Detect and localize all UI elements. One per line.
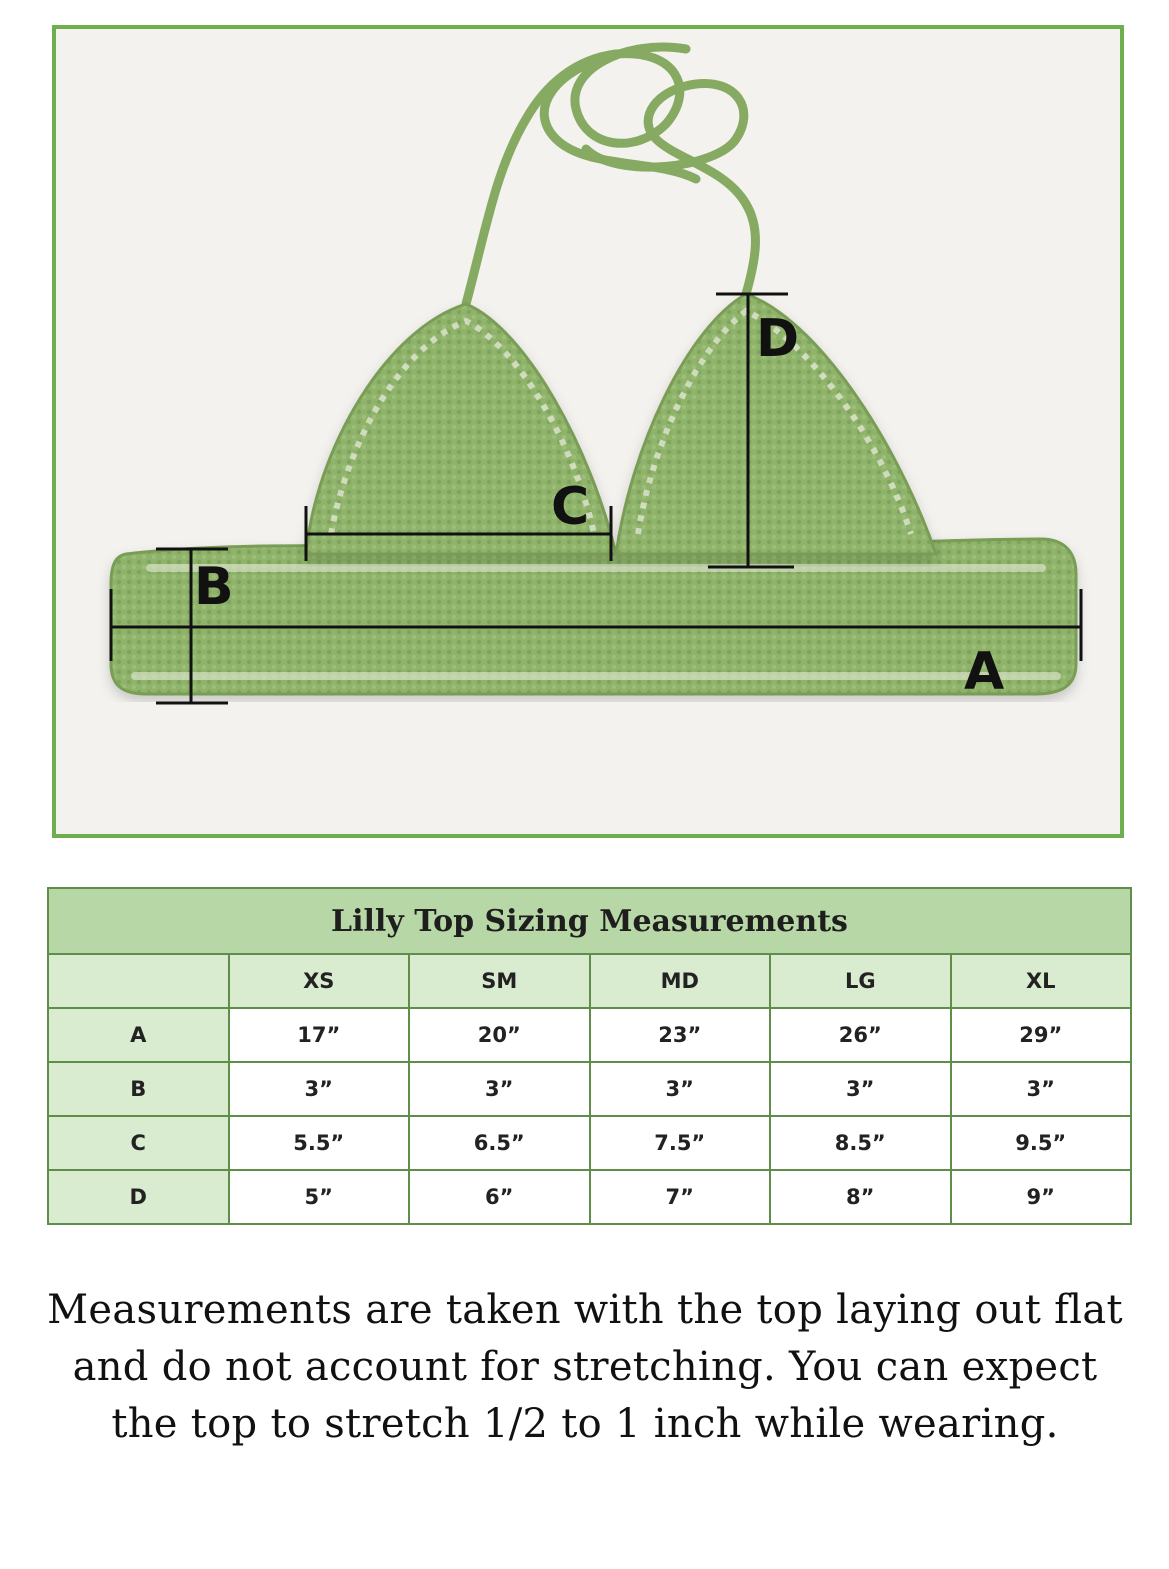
crochet-top-diagram bbox=[56, 29, 1120, 834]
label-b: B bbox=[194, 557, 234, 617]
crochet-band bbox=[111, 539, 1076, 694]
row-label-a: A bbox=[48, 1008, 229, 1062]
table-cell: 20” bbox=[409, 1008, 590, 1062]
table-cell: 5” bbox=[229, 1170, 410, 1224]
table-row bbox=[48, 1116, 1131, 1170]
header-cell-sm: SM bbox=[409, 954, 590, 1008]
table-cell: 17” bbox=[229, 1008, 410, 1062]
table-cell: 5.5” bbox=[229, 1116, 410, 1170]
label-c: C bbox=[551, 477, 590, 537]
table-cell: 6” bbox=[409, 1170, 590, 1224]
table-title-row bbox=[48, 888, 1131, 954]
table-cell: 9.5” bbox=[951, 1116, 1132, 1170]
table-cell: 29” bbox=[951, 1008, 1132, 1062]
header-cell-xs: XS bbox=[229, 954, 410, 1008]
table-cell: 3” bbox=[770, 1062, 951, 1116]
table-cell: 7.5” bbox=[590, 1116, 771, 1170]
header-cell-md: MD bbox=[590, 954, 771, 1008]
table-row bbox=[48, 1008, 1131, 1062]
row-label-d: D bbox=[48, 1170, 229, 1224]
measurement-note: Measurements are taken with the top laying out flat and do not account for stretching. You can expect the top to stretch 1/2 to 1 inch while wearing. bbox=[47, 1287, 1123, 1447]
sizing-table bbox=[47, 887, 1132, 1225]
label-a: A bbox=[964, 642, 1005, 702]
table-cell: 9” bbox=[951, 1170, 1132, 1224]
table-row bbox=[48, 1170, 1131, 1224]
table-cell: 3” bbox=[951, 1062, 1132, 1116]
table-title: Lilly Top Sizing Measurements bbox=[48, 888, 1131, 954]
product-photo-frame bbox=[52, 25, 1124, 838]
table-cell: 23” bbox=[590, 1008, 771, 1062]
table-cell: 7” bbox=[590, 1170, 771, 1224]
label-d: D bbox=[756, 309, 800, 369]
table-cell: 26” bbox=[770, 1008, 951, 1062]
table-cell: 3” bbox=[229, 1062, 410, 1116]
row-label-b: B bbox=[48, 1062, 229, 1116]
header-cell-lg: LG bbox=[770, 954, 951, 1008]
table-cell: 6.5” bbox=[409, 1116, 590, 1170]
halter-ties bbox=[466, 47, 755, 304]
table-cell: 3” bbox=[590, 1062, 771, 1116]
row-label-c: C bbox=[48, 1116, 229, 1170]
table-cell: 8” bbox=[770, 1170, 951, 1224]
header-cell-xl: XL bbox=[951, 954, 1132, 1008]
table-header-row bbox=[48, 954, 1131, 1008]
header-cell-corner bbox=[48, 954, 229, 1008]
table-cell: 8.5” bbox=[770, 1116, 951, 1170]
table-row bbox=[48, 1062, 1131, 1116]
table-cell: 3” bbox=[409, 1062, 590, 1116]
